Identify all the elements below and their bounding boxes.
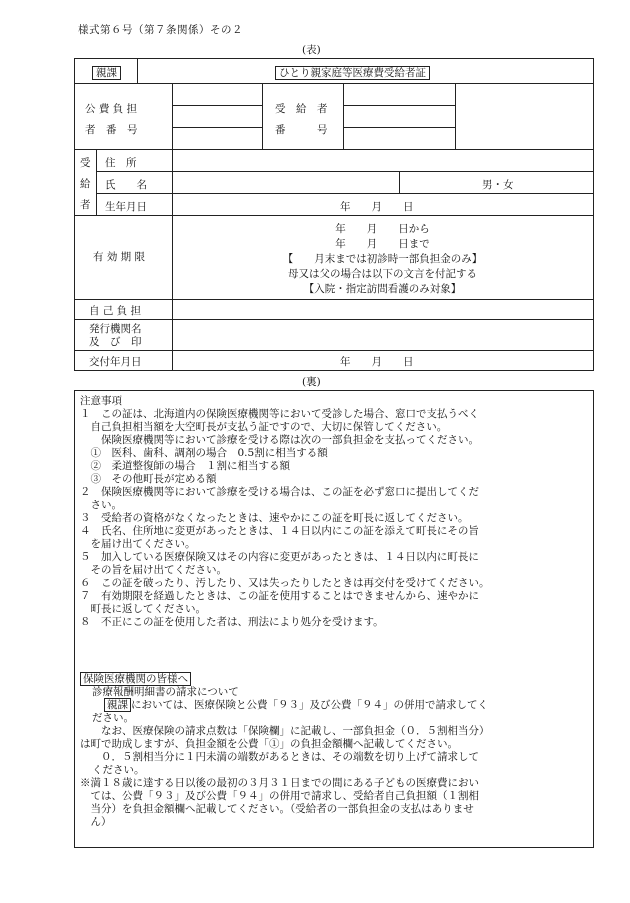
self-pay-label: 自 己 負 担 — [89, 305, 142, 317]
notes-heading: 注意事項 — [80, 395, 122, 407]
medical-line: ださい。 — [92, 712, 134, 724]
medical-line: 当分）を負担金額欄へ記載してください。（受給者の一部負担金の支払はありませ — [80, 803, 474, 815]
recipient-number-label: 受 給 者 — [275, 103, 328, 115]
notes-line: 町長に返してください。 — [80, 603, 206, 615]
medical-line: においては、医療保険と公費「９３」及び公費「９４」の併用で請求してく — [131, 699, 488, 711]
medical-line: ０．５割相当分に１円未満の端数があるときは、その端数を切り上げて請求して — [80, 751, 479, 763]
issue-date-label: 交付年月日 — [89, 356, 142, 368]
front-side-label: (表) — [302, 44, 321, 56]
back-side-label: (裏) — [302, 376, 321, 388]
medical-line: ん） — [80, 816, 112, 828]
notes-line: ２ 保険医療機関等において診療を受ける場合は、この証を必ず窓口に提出してくだ — [80, 486, 479, 498]
form-id: 様式第６号（第７条関係）その２ — [78, 24, 243, 36]
certificate-front — [74, 58, 594, 371]
recipient-group-char-2: 給 — [80, 178, 91, 190]
notes-line: を届け出てください。 — [80, 538, 196, 550]
issuer-label: 発行機関名 — [89, 323, 142, 335]
recipient-group-char-1: 受 — [80, 157, 91, 169]
validity-from: 年 月 日から — [335, 223, 430, 235]
notes-line: ５ 加入している医療保険又はその内容に変更があったときは、１４日以内に町長に — [80, 551, 479, 563]
medical-line: ※満１８歳に達する日以後の最初の３月３１日までの間にある子どもの医療費におい — [80, 777, 479, 789]
medical-dept-box: 親課 — [104, 698, 131, 712]
medical-line: なお、医療保険の請求点数は「保険欄」に記載し、一部負担金（０．５割相当分） — [80, 725, 490, 737]
payer-number-label: 公 費 負 担 — [85, 103, 138, 115]
recipient-number-label-2: 番 号 — [275, 124, 328, 136]
notes-line: ７ 有効期限を経過したときは、この証を使用することはできませんから、速やかに — [80, 590, 479, 602]
validity-note-2: 母又は父の場合は以下の文言を付記する — [288, 268, 477, 280]
birthdate-value: 年 月 日 — [340, 201, 414, 213]
notes-line: さい。 — [80, 499, 122, 511]
department-label: 親課 — [92, 66, 121, 80]
certificate-back — [74, 390, 594, 848]
notes-line: ③ その他町長が定める額 — [80, 473, 217, 485]
notes-line: 保険医療機関等において診療を受ける際は次の一部負担金を支払ってください。 — [80, 434, 479, 446]
medical-heading: 保険医療機関の皆様へ — [80, 672, 191, 686]
notes-line: ① 医科、歯科、調剤の場合 0.5割に相当する額 — [80, 447, 328, 459]
notes-line: １ この証は、北海道内の保険医療機関等において受診した場合、窓口で支払うべく — [80, 408, 479, 420]
notes-line: ４ 氏名、住所地に変更があったときは、１４日以内にこの証を添えて町長にその旨 — [80, 525, 479, 537]
notes-line: 自己負担相当額を大空町長が支払う証ですので、大切に保管してください。 — [80, 421, 448, 433]
medical-line: ください。 — [92, 764, 145, 776]
validity-note-1: 【 月末までは初診時一部負担金のみ】 — [282, 253, 483, 265]
issuer-label-2: 及 び 印 — [89, 336, 142, 348]
birthdate-label: 生年月日 — [105, 201, 147, 213]
validity-note-3: 【入院・指定訪問看護のみ対象】 — [303, 283, 462, 295]
medical-line: ては、公費「９３」及び公費「９４」の併用で請求し、受給者自己負担額（１割相 — [80, 790, 479, 802]
medical-subheading: 診療報酬明細書の請求について — [92, 686, 239, 698]
gender-value: 男・女 — [482, 179, 514, 191]
notes-line: ６ この証を破ったり、汚したり、又は失ったりしたときは再交付を受けてください。 — [80, 577, 490, 589]
payer-number-label-2: 者 番 号 — [85, 124, 138, 136]
validity-to: 年 月 日まで — [335, 238, 430, 250]
notes-line: ② 柔道整復師の場合 １割に相当する額 — [80, 460, 290, 472]
medical-line: は町で助成しますが、負担金額を公費「①」の負担金額欄へ記載してください。 — [80, 738, 458, 750]
address-label: 住 所 — [105, 157, 137, 169]
validity-label: 有 効 期 限 — [93, 251, 146, 263]
name-label: 氏 名 — [105, 179, 147, 191]
notes-line: その旨を届け出てください。 — [80, 564, 227, 576]
recipient-group-char-3: 者 — [80, 199, 91, 211]
issue-date-value: 年 月 日 — [340, 356, 414, 368]
certificate-title: ひとり親家庭等医療費受給者証 — [275, 66, 430, 80]
notes-line: ３ 受給者の資格がなくなったときは、速やかにこの証を町長に返してください。 — [80, 512, 469, 524]
notes-line: ８ 不正にこの証を使用した者は、刑法により処分を受けます。 — [80, 616, 384, 628]
